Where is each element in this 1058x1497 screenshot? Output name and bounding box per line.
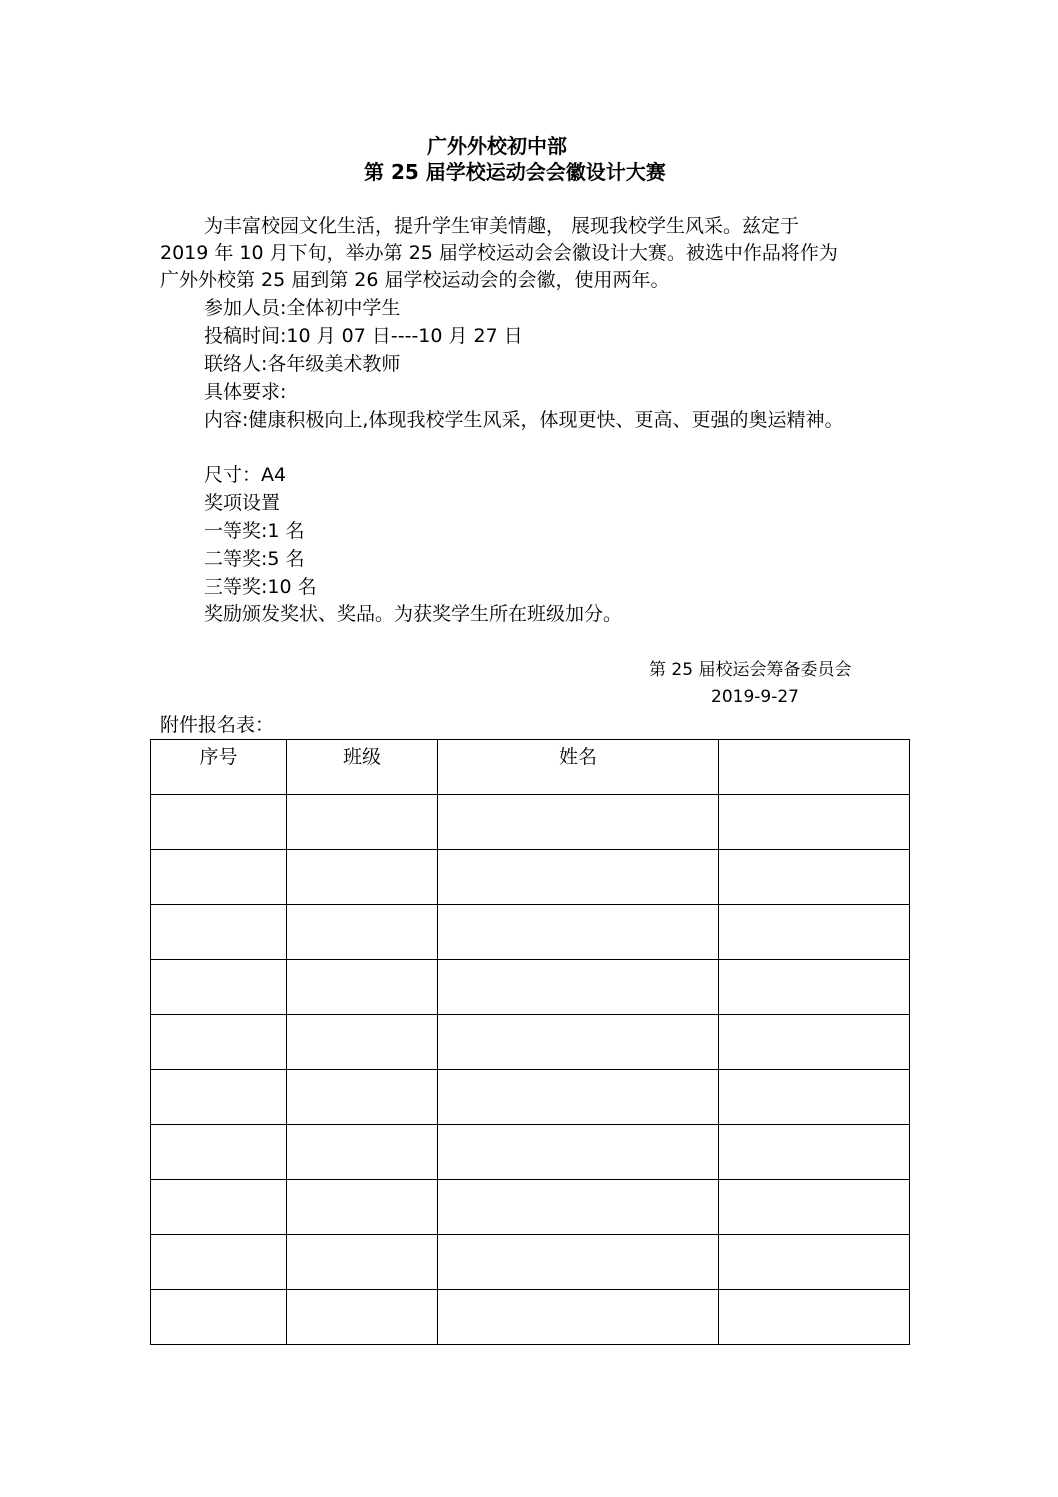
table-row	[151, 1015, 910, 1070]
table-cell	[287, 1125, 438, 1180]
table-row	[151, 1290, 910, 1345]
table-cell	[287, 905, 438, 960]
table-cell	[438, 795, 719, 850]
table-cell	[438, 1180, 719, 1235]
intro-line-2: 2019 年 10 月下旬，举办第 25 届学校运动会会徽设计大赛。被选中作品将作为	[160, 242, 838, 264]
column-header-class-label: 班级	[342, 746, 381, 768]
table-cell	[719, 1235, 910, 1290]
table-cell	[719, 905, 910, 960]
reward-line: 奖励颁发奖状、奖品。为获奖学生所在班级加分。	[204, 603, 623, 625]
intro-line-3: 广外外校第 25 届到第 26 届学校运动会的会徽，使用两年。	[160, 269, 670, 291]
table-cell	[438, 1290, 719, 1345]
table-cell	[151, 1235, 287, 1290]
table-cell	[287, 960, 438, 1015]
table-row	[151, 960, 910, 1015]
table-cell	[287, 1015, 438, 1070]
table-cell	[719, 1125, 910, 1180]
table-cell	[151, 905, 287, 960]
table-cell	[719, 1015, 910, 1070]
table-row	[151, 850, 910, 905]
attachment-label: 附件报名表：	[160, 714, 275, 736]
table-header-row	[151, 740, 910, 795]
table-cell	[287, 850, 438, 905]
column-header-name	[438, 740, 719, 795]
committee-signature: 第 25 届校运会筹备委员会	[649, 660, 852, 680]
awards-label: 奖项设置	[204, 492, 281, 514]
table-cell	[151, 795, 287, 850]
table-cell	[151, 1015, 287, 1070]
column-header-blank	[719, 740, 910, 795]
first-prize: 一等奖:1 名	[204, 520, 305, 542]
content-requirement: 内容:健康积极向上,体现我校学生风采，体现更快、更高、更强的奥运精神。	[204, 409, 844, 431]
intro-line-1: 为丰富校园文化生活，提升学生审美情趣， 展现我校学生风采。兹定于	[204, 215, 800, 237]
table-cell	[719, 1180, 910, 1235]
table-cell	[287, 1070, 438, 1125]
column-header-class	[287, 740, 438, 795]
table-row	[151, 795, 910, 850]
table-cell	[719, 960, 910, 1015]
table-cell	[151, 1290, 287, 1345]
table-cell	[438, 1015, 719, 1070]
table-cell	[438, 850, 719, 905]
table-cell	[719, 1070, 910, 1125]
submission-time-line: 投稿时间:10 月 07 日----10 月 27 日	[204, 325, 523, 347]
table-cell	[287, 1180, 438, 1235]
table-cell	[151, 850, 287, 905]
signup-table-body	[151, 795, 910, 1345]
table-cell	[719, 795, 910, 850]
table-row	[151, 905, 910, 960]
size-requirement: 尺寸：A4	[204, 464, 287, 486]
contact-line: 联络人:各年级美术教师	[204, 353, 401, 375]
column-header-name-label: 姓名	[558, 746, 597, 768]
table-cell	[719, 1290, 910, 1345]
participants-line: 参加人员:全体初中学生	[204, 297, 401, 319]
table-row	[151, 1125, 910, 1180]
table-cell	[287, 1290, 438, 1345]
table-row	[151, 1180, 910, 1235]
column-header-number-label: 序号	[199, 746, 238, 768]
school-name: 广外外校初中部	[427, 134, 567, 158]
table-cell	[151, 960, 287, 1015]
table-cell	[438, 1125, 719, 1180]
table-cell	[151, 1180, 287, 1235]
table-cell	[151, 1125, 287, 1180]
table-cell	[438, 905, 719, 960]
signature-date: 2019-9-27	[711, 687, 799, 707]
contest-title: 第 25 届学校运动会会徽设计大赛	[364, 160, 666, 184]
table-cell	[287, 795, 438, 850]
second-prize: 二等奖:5 名	[204, 548, 305, 570]
third-prize: 三等奖:10 名	[204, 576, 317, 598]
table-row	[151, 1235, 910, 1290]
table-cell	[438, 1235, 719, 1290]
table-cell	[438, 1070, 719, 1125]
table-cell	[438, 960, 719, 1015]
table-cell	[719, 850, 910, 905]
table-cell	[151, 1070, 287, 1125]
table-row	[151, 1070, 910, 1125]
column-header-number	[151, 740, 287, 795]
signup-table	[150, 739, 910, 1345]
table-cell	[287, 1235, 438, 1290]
requirements-label: 具体要求:	[204, 381, 287, 403]
